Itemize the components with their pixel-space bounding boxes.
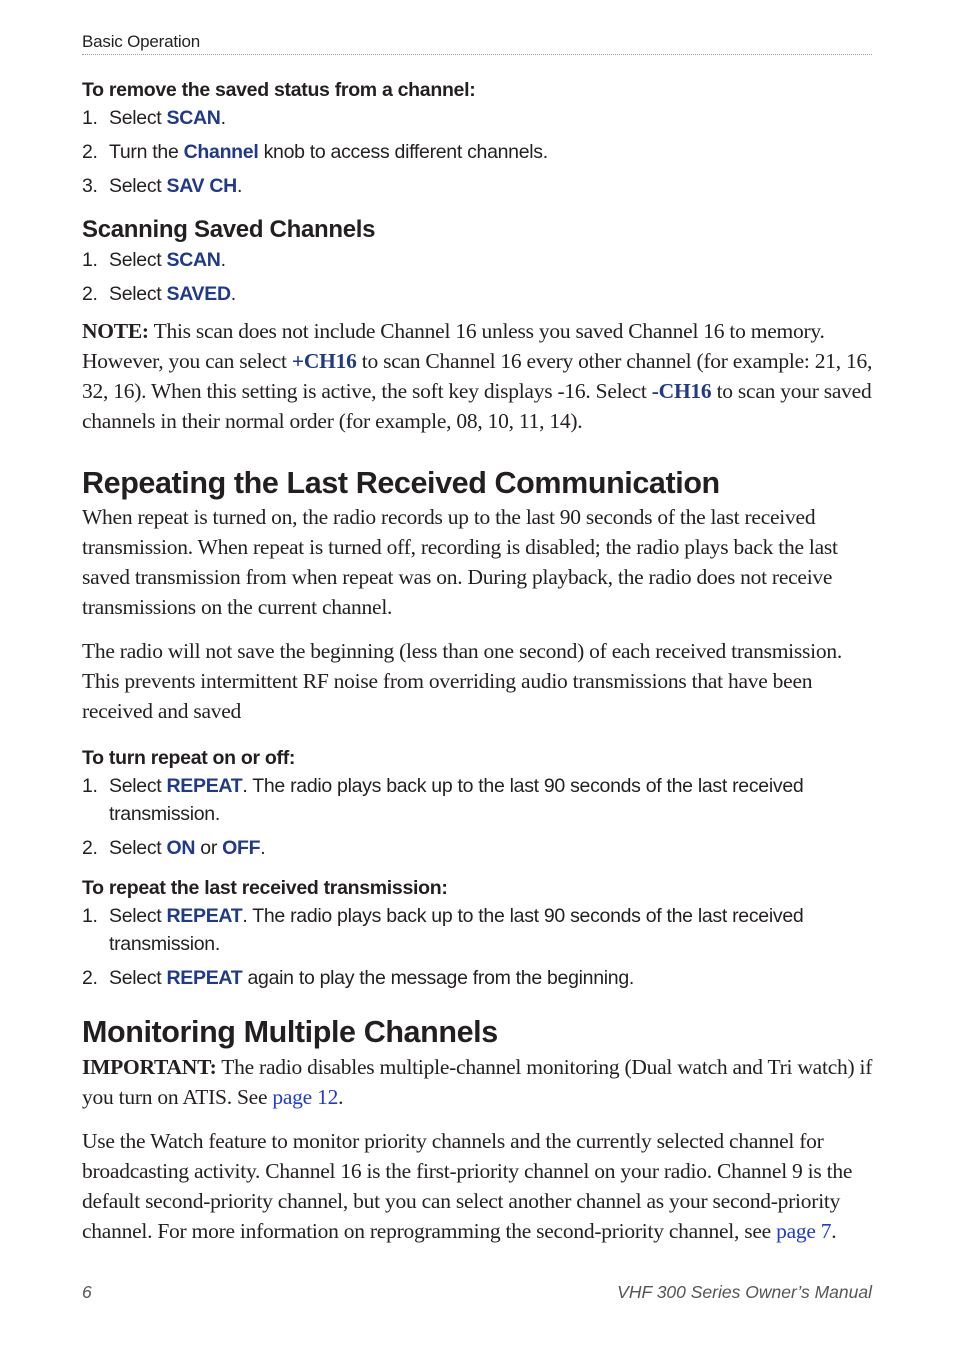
repeat-softkey-label: REPEAT — [166, 775, 243, 797]
page-12-link[interactable]: page 12 — [272, 1085, 339, 1109]
manual-title: VHF 300 Series Owner’s Manual — [617, 1282, 872, 1302]
scanning-step-1: 1. Select SCAN. — [82, 249, 226, 271]
turn-repeat-step-2: 2. Select ON or OFF. — [82, 837, 266, 859]
note-label: NOTE: — [82, 319, 149, 343]
minus-ch16-label: -CH16 — [651, 379, 712, 403]
remove-saved-step-2: 2. Turn the Channel knob to access different channels. — [82, 141, 548, 163]
repeat-last-step-1: 1. Select REPEAT. The radio plays back up to the last 90 seconds of the last received transmission. — [82, 905, 804, 955]
turn-repeat-step-1: 1. Select REPEAT. The radio plays back up to the last 90 seconds of the last received transmission. — [82, 775, 804, 825]
turn-repeat-heading: To turn repeat on or off: — [82, 747, 296, 769]
channel-knob-label: Channel — [183, 141, 259, 163]
saved-softkey-label: SAVED — [166, 283, 231, 305]
header-divider — [82, 54, 872, 55]
monitoring-para: Use the Watch feature to monitor priority channels and the currently selected channel for broadcasting activity. Channel 16 is the first-priority channel on your radio. Channel 9 is the default second-priority channel, but you can select another channel as your second-priority channel. For more information on reprogramming the second-priority channel, see page 7. — [82, 1129, 853, 1243]
repeat-softkey-label: REPEAT — [166, 905, 243, 927]
remove-saved-step-1: 1. Select SCAN. — [82, 107, 226, 129]
scanning-saved-heading: Scanning Saved Channels — [82, 216, 376, 243]
important-note: IMPORTANT: The radio disables multiple-channel monitoring (Dual watch and Tri watch) if you turn on ATIS. See page 12. — [82, 1055, 873, 1109]
repeating-para-2: The radio will not save the beginning (less than one second) of each received transmission. This prevents intermittent RF noise from overriding audio transmissions that have been received and saved — [82, 639, 842, 723]
repeating-para-1: When repeat is turned on, the radio records up to the last 90 seconds of the last received transmission. When repeat is turned off, recording is disabled; the radio plays back the last saved transmission from when repeat was on. During playback, the radio does not receive transmissions on the current channel. — [82, 505, 838, 619]
running-head: Basic Operation — [82, 32, 200, 51]
page-number: 6 — [82, 1282, 92, 1302]
plus-ch16-label: +CH16 — [291, 349, 357, 373]
repeat-last-step-2: 2. Select REPEAT again to play the message from the beginning. — [82, 967, 635, 989]
sav-ch-softkey-label: SAV CH — [166, 175, 237, 197]
repeating-heading: Repeating the Last Received Communication — [82, 466, 720, 500]
remove-saved-heading: To remove the saved status from a channel: — [82, 79, 476, 101]
important-label: IMPORTANT: — [82, 1055, 217, 1079]
page-7-link[interactable]: page 7 — [776, 1219, 832, 1243]
repeat-last-heading: To repeat the last received transmission: — [82, 877, 448, 899]
scan-softkey-label: SCAN — [166, 107, 221, 129]
scanning-step-2: 2. Select SAVED. — [82, 283, 236, 305]
repeat-softkey-label: REPEAT — [166, 967, 243, 989]
on-softkey-label: ON — [166, 837, 196, 859]
scan-softkey-label: SCAN — [166, 249, 221, 271]
off-softkey-label: OFF — [222, 837, 261, 859]
monitoring-heading: Monitoring Multiple Channels — [82, 1015, 498, 1049]
remove-saved-step-3: 3. Select SAV CH. — [82, 175, 243, 197]
scanning-note: NOTE: This scan does not include Channel 16 unless you saved Channel 16 to memory. However, you can select +CH16 to scan Channel 16 every other channel (for example: 21, 16, 32, 16). When this setting is active, the soft key displays -16. Select -CH16 to scan your saved channels in their normal order (for example, 08, 10, 11, 14). — [82, 319, 873, 433]
